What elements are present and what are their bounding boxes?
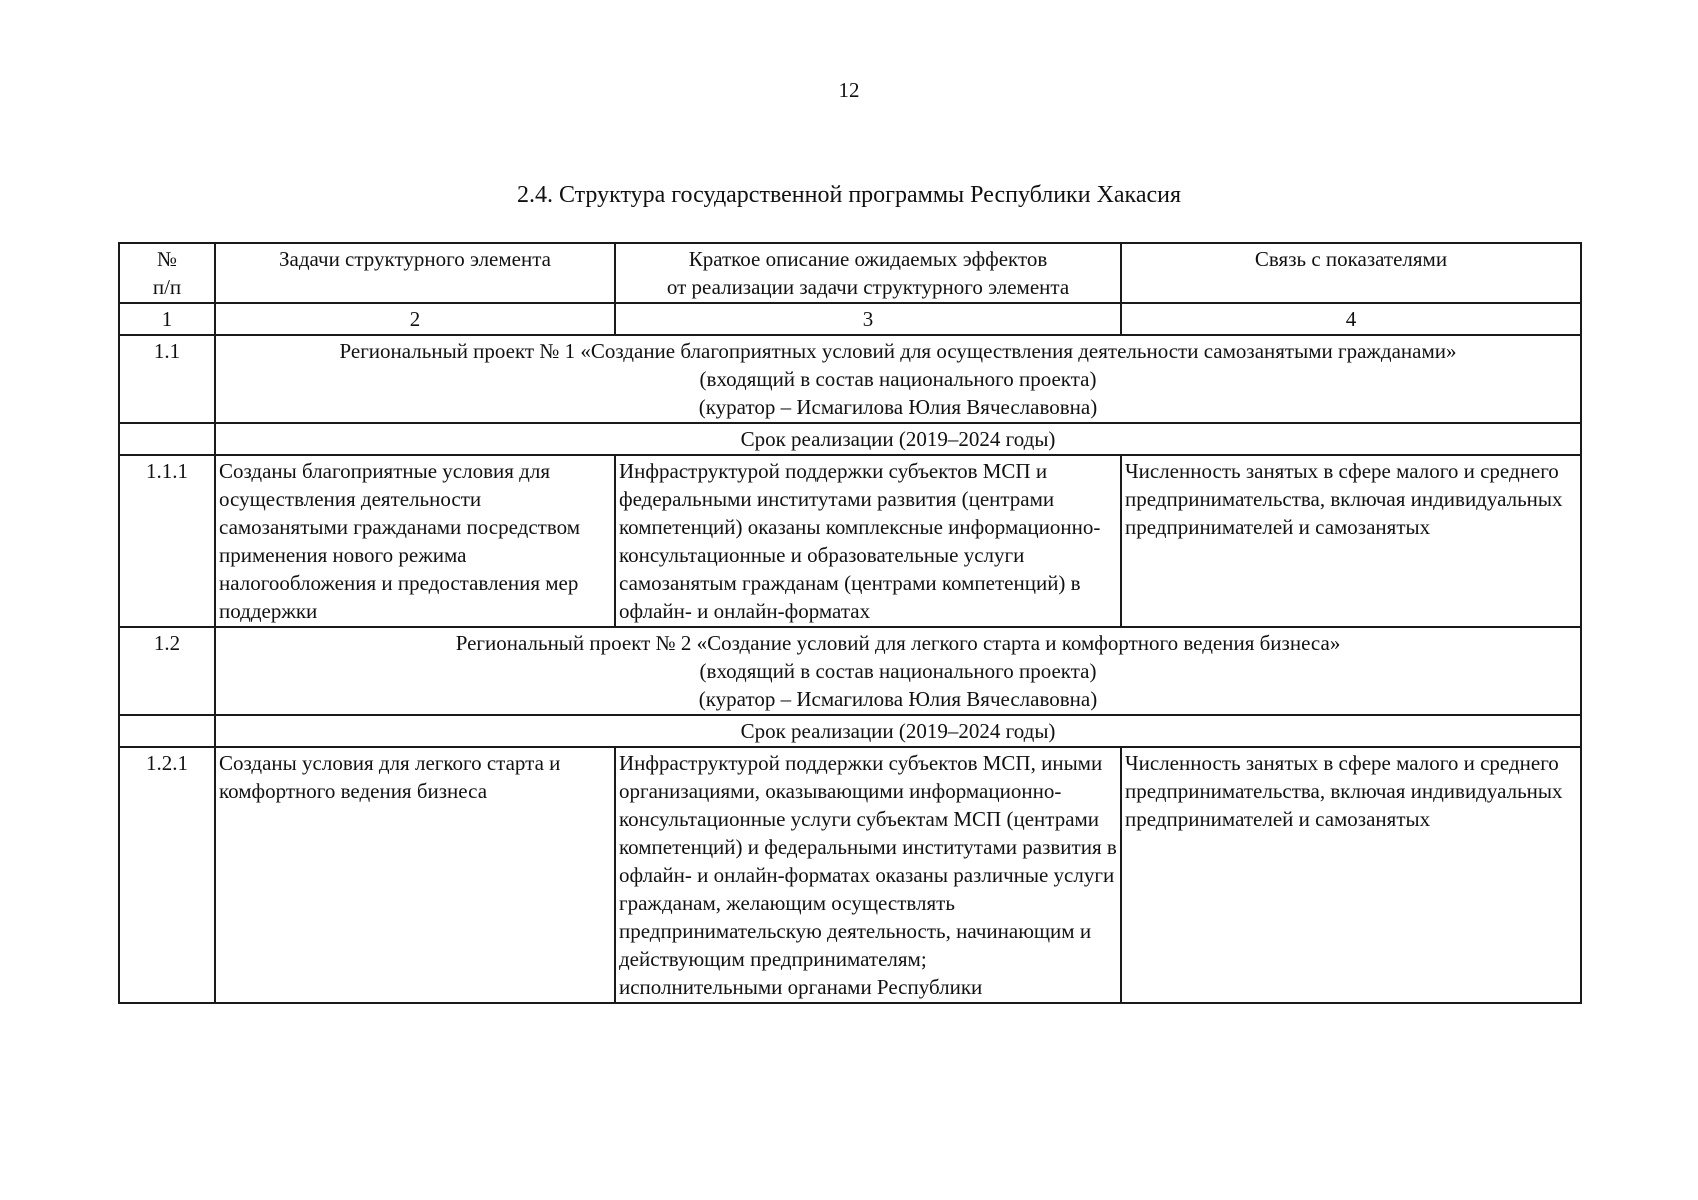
column-numbers-row: [119, 303, 1581, 335]
header-effects: Краткое описание ожидаемых эффектов от реализации задачи структурного элемента: [615, 243, 1121, 303]
column-number: 3: [615, 303, 1121, 335]
term-text: Срок реализации (2019–2024 годы): [215, 715, 1581, 747]
project-number: 1.1: [119, 335, 215, 423]
project-row: [119, 335, 1581, 423]
project-title: Региональный проект № 1 «Создание благоприятных условий для осуществления деятельности самозанятыми гражданами» (входящий в состав национального проекта) (куратор – Исмагилова Юлия Вячеславовна): [215, 335, 1581, 423]
table-header-row: [119, 243, 1581, 303]
task-number: 1.2.1: [119, 747, 215, 1003]
project-number: 1.2: [119, 627, 215, 715]
task-effects: Инфраструктурой поддержки субъектов МСП, иными организациями, оказывающими информационно-консультационные услуги субъектам МСП (центрами компетенций) и федеральными институтами развития в офлайн- и онлайн-форматах оказаны различные услуги гражданам, желающим осуществлять предпринимательскую деятельность, начинающим и действующим предпринимателям; исполнительными органами Республики: [615, 747, 1121, 1003]
task-row: [119, 455, 1581, 627]
task-text: Созданы условия для легкого старта и комфортного ведения бизнеса: [215, 747, 615, 1003]
task-number: 1.1.1: [119, 455, 215, 627]
task-effects: Инфраструктурой поддержки субъектов МСП и федеральными институтами развития (центрами компетенций) оказаны комплексные информационно-консультационные и образовательные услуги самозанятым гражданам (центрами компетенций) в офлайн- и онлайн-форматах: [615, 455, 1121, 627]
task-row: [119, 747, 1581, 1003]
column-number: 4: [1121, 303, 1581, 335]
document-title: 2.4. Структура государственной программы Республики Хакасия: [516, 182, 1182, 208]
header-indicators: Связь с показателями: [1121, 243, 1581, 303]
term-text: Срок реализации (2019–2024 годы): [215, 423, 1581, 455]
term-empty-cell: [119, 423, 215, 455]
program-structure-table: [118, 242, 1582, 1004]
term-empty-cell: [119, 715, 215, 747]
column-number: 1: [119, 303, 215, 335]
term-row: [119, 715, 1581, 747]
project-row: [119, 627, 1581, 715]
task-text: Созданы благоприятные условия для осуществления деятельности самозанятыми гражданами посредством применения нового режима налогообложения и предоставления мер поддержки: [215, 455, 615, 627]
task-indicators: Численность занятых в сфере малого и среднего предпринимательства, включая индивидуальных предпринимателей и самозанятых: [1121, 747, 1581, 1003]
term-row: [119, 423, 1581, 455]
page-number: 12: [838, 78, 860, 102]
header-number: № п/п: [119, 243, 215, 303]
task-indicators: Численность занятых в сфере малого и среднего предпринимательства, включая индивидуальных предпринимателей и самозанятых: [1121, 455, 1581, 627]
header-tasks: Задачи структурного элемента: [215, 243, 615, 303]
column-number: 2: [215, 303, 615, 335]
project-title: Региональный проект № 2 «Создание условий для легкого старта и комфортного ведения бизнеса» (входящий в состав национального проекта) (куратор – Исмагилова Юлия Вячеславовна): [215, 627, 1581, 715]
